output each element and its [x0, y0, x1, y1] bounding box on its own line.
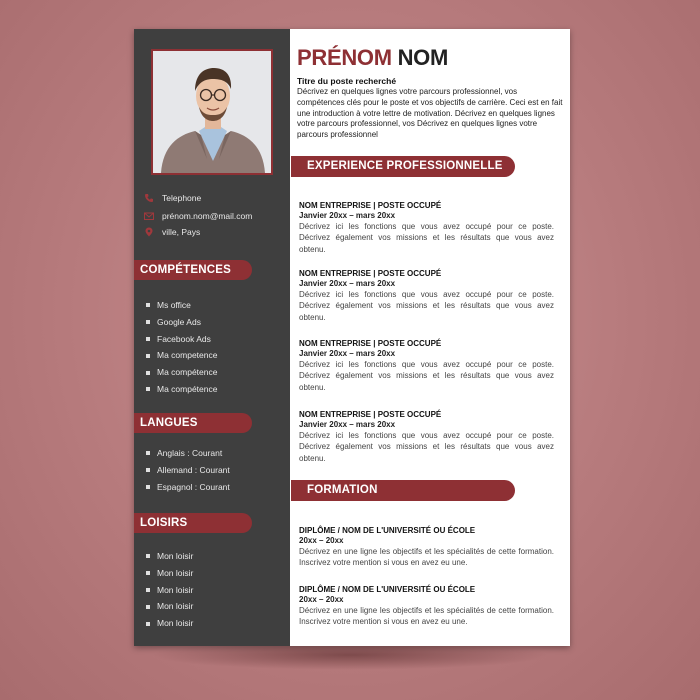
email-text: prénom.nom@mail.com: [162, 211, 253, 221]
education-header: FORMATION: [291, 480, 515, 501]
hobby-label: Mon loisir: [157, 584, 194, 595]
bullet-icon: [146, 485, 150, 489]
entry-dates: Janvier 20xx – mars 20xx: [299, 279, 396, 288]
skills-header: COMPÉTENCES: [134, 260, 252, 280]
resume-page: [134, 29, 570, 646]
hobbies-list: [146, 548, 193, 632]
language-label: Allemand : Courant: [157, 464, 230, 475]
languages-list: [146, 445, 230, 495]
hobby-label: Mon loisir: [157, 618, 194, 629]
bullet-icon: [146, 371, 150, 375]
bullet-icon: [146, 605, 150, 609]
list-item: [146, 615, 193, 632]
location-text: ville, Pays: [162, 227, 201, 237]
entry-heading: NOM ENTREPRISE | POSTE OCCUPÉ: [299, 201, 442, 210]
entry-description: Décrivez ici les fonctions que vous avez occupé pour ce poste. Décrivez également vos missions et les résultats que vous avez obtenu.: [299, 431, 554, 463]
list-item: [146, 445, 230, 462]
skill-label: Ma competence: [157, 350, 218, 361]
list-item: [146, 331, 217, 348]
list-item: [146, 582, 193, 599]
entry-dates: Janvier 20xx – mars 20xx: [299, 211, 396, 220]
experience-entry: [299, 268, 554, 323]
entry-dates: Janvier 20xx – mars 20xx: [299, 349, 396, 358]
experience-entry: [299, 338, 554, 393]
list-item: [146, 598, 193, 615]
list-item: [146, 364, 217, 381]
skill-label: Ms office: [157, 300, 191, 310]
person-avatar-icon: [153, 51, 271, 173]
list-item: [146, 297, 217, 314]
bullet-icon: [146, 468, 150, 472]
bullet-icon: [146, 571, 150, 575]
skill-label: Facebook Ads: [157, 333, 211, 344]
entry-dates: 20xx – 20xx: [299, 536, 344, 545]
experience-header: EXPERIENCE PROFESSIONNELLE: [291, 156, 515, 177]
list-item: [146, 462, 230, 479]
hobby-label: Mon loisir: [157, 601, 194, 612]
education-entry: [299, 525, 554, 569]
entry-description: Décrivez ici les fonctions que vous avez occupé pour ce poste. Décrivez également vos missions et les résultats que vous avez obtenu.: [299, 290, 554, 322]
first-name: PRÉNOM: [297, 45, 392, 70]
profile-photo: [151, 49, 273, 175]
experience-entry: [299, 200, 554, 255]
list-item: [146, 381, 217, 398]
phone-icon: [144, 193, 154, 203]
entry-dates: 20xx – 20xx: [299, 595, 344, 604]
experience-entry: [299, 409, 554, 464]
contact-email: [144, 211, 252, 221]
skill-label: Ma compétence: [157, 383, 218, 394]
bullet-icon: [146, 354, 150, 358]
hobby-label: Mon loisir: [157, 567, 194, 578]
skill-label: Google Ads: [157, 316, 201, 327]
bullet-icon: [146, 588, 150, 592]
bullet-icon: [146, 622, 150, 626]
entry-dates: Janvier 20xx – mars 20xx: [299, 420, 396, 429]
skill-label: Ma compétence: [157, 367, 218, 378]
phone-text: Telephone: [162, 193, 202, 203]
language-label: Espagnol : Courant: [157, 481, 230, 492]
language-label: Anglais : Courant: [157, 448, 223, 458]
entry-heading: NOM ENTREPRISE | POSTE OCCUPÉ: [299, 269, 442, 278]
list-item: [146, 314, 217, 331]
sidebar: [134, 29, 290, 646]
entry-heading: DIPLÔME / NOM DE L'UNIVERSITÉ OU ÉCOLE: [299, 526, 476, 535]
list-item: [146, 548, 193, 565]
skills-list: [146, 297, 217, 398]
bullet-icon: [146, 451, 150, 455]
list-item: [146, 347, 217, 364]
languages-header: LANGUES: [134, 413, 252, 433]
hobby-label: Mon loisir: [157, 551, 194, 561]
bullet-icon: [146, 554, 150, 558]
candidate-name: [297, 45, 448, 71]
location-pin-icon: [144, 227, 154, 237]
list-item: [146, 479, 230, 496]
hobbies-header: LOISIRS: [134, 513, 252, 533]
bullet-icon: [146, 337, 150, 341]
entry-heading: DIPLÔME / NOM DE L'UNIVERSITÉ OU ÉCOLE: [299, 585, 476, 594]
job-title: Titre du poste recherché: [297, 76, 397, 86]
contact-location: [144, 227, 200, 237]
bullet-icon: [146, 320, 150, 324]
entry-description: Décrivez en une ligne les objectifs et les spécialités de cette formation. Inscrivez votre mention si vous en avez eu une.: [299, 606, 554, 627]
last-name: NOM: [397, 45, 449, 70]
bullet-icon: [146, 303, 150, 307]
list-item: [146, 565, 193, 582]
entry-heading: NOM ENTREPRISE | POSTE OCCUPÉ: [299, 339, 442, 348]
entry-description: Décrivez ici les fonctions que vous avez occupé pour ce poste. Décrivez également vos missions et les résultats que vous avez obtenu.: [299, 360, 554, 392]
education-entry: [299, 584, 554, 628]
entry-description: Décrivez ici les fonctions que vous avez occupé pour ce poste. Décrivez également vos missions et les résultats que vous avez obtenu.: [299, 222, 554, 254]
bullet-icon: [146, 387, 150, 391]
contact-phone: [144, 193, 201, 203]
email-icon: [144, 211, 154, 221]
entry-heading: NOM ENTREPRISE | POSTE OCCUPÉ: [299, 410, 442, 419]
entry-description: Décrivez en une ligne les objectifs et les spécialités de cette formation. Inscrivez votre mention si vous en avez eu une.: [299, 547, 554, 568]
intro-paragraph: Décrivez en quelques lignes votre parcours professionnel, vos compétences clés pour le poste et vos objectifs de carrière. Ceci est en fait une introduction à votre lettre de motivation. Décrivez en quelques lignes votre parcours professionnel, vos Décrivez en quelques lignes votre parcours professionnel: [297, 87, 563, 140]
